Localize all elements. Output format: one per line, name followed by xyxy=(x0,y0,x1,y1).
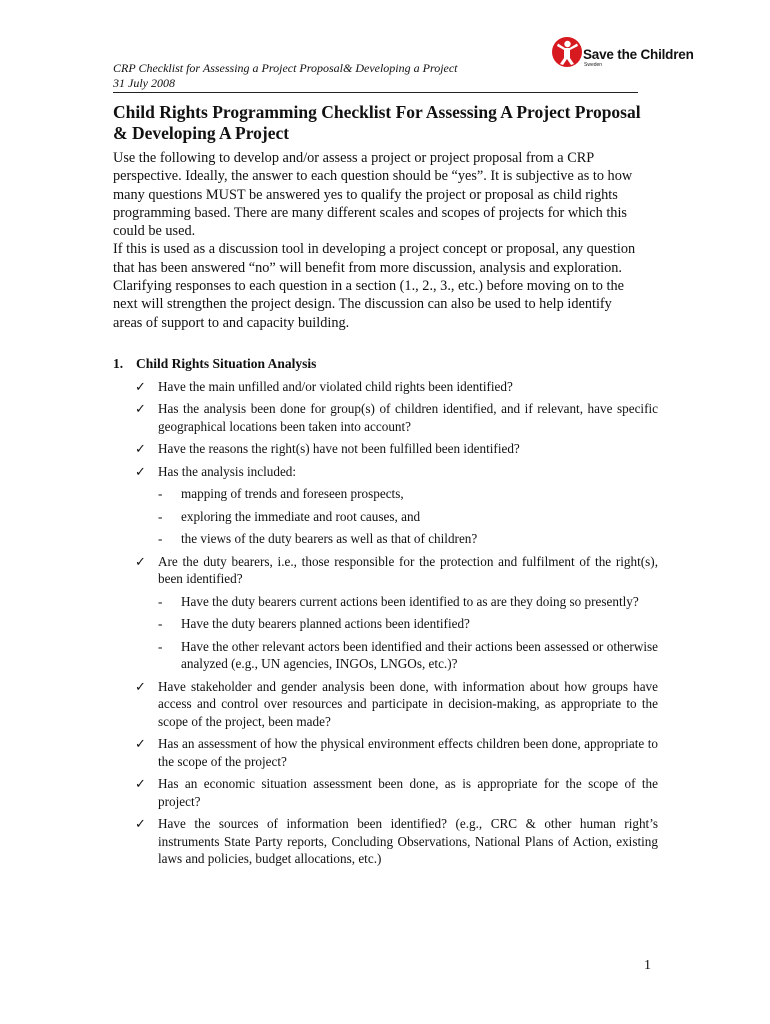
checklist-item xyxy=(113,735,658,770)
checklist-sub-item xyxy=(113,638,658,673)
intro-text xyxy=(113,149,643,332)
sub-item-list xyxy=(158,593,658,673)
checklist xyxy=(113,378,658,868)
checkmark-icon: ✓ xyxy=(135,401,147,416)
sub-item-list xyxy=(158,485,658,548)
checklist-item-text: Has an assessment of how the physical environment effects children been done, appropriate to the scope of the project? xyxy=(158,736,658,769)
checklist-sub-item xyxy=(113,530,658,548)
sub-item-text: the views of the duty bearers as well as that of children? xyxy=(181,531,478,546)
document-title: Child Rights Programming Checklist For Assessing A Project Proposal & Developing A Project xyxy=(113,102,641,143)
checklist-item-text: Have the main unfilled and/or violated child rights been identified? xyxy=(158,378,513,394)
section-child-rights-situation-analysis xyxy=(113,355,658,873)
checklist-item-text: Have stakeholder and gender analysis been done, with information about how groups have access and control over resources and participate in decision-making, as appropriate to the scope of the project, been made? xyxy=(158,678,658,729)
dash-bullet: - xyxy=(158,638,163,654)
checklist-item xyxy=(113,775,658,810)
checkmark-icon: ✓ xyxy=(135,776,147,791)
intro-paragraph-1: Use the following to develop and/or assess a project or project proposal from a CRP perspective. Ideally, the answer to each question should be “yes”. It is subjective as to how many questions MUST be answered yes to qualify the project or proposal as child rights programming based. There are many different scales and scopes of projects for which this could be used. xyxy=(113,150,633,240)
checklist-sub-item xyxy=(113,508,658,526)
checklist-item-text: Have the reasons the right(s) have not been fulfilled been identified? xyxy=(158,441,520,456)
checklist-item xyxy=(113,463,658,548)
checklist-item xyxy=(113,378,658,396)
checklist-item xyxy=(113,678,658,731)
checkmark-icon: ✓ xyxy=(135,736,147,751)
sub-item-text: Have the duty bearers current actions been identified to as are they doing so presently? xyxy=(181,593,639,609)
page-number: 1 xyxy=(644,958,651,973)
section-title: Child Rights Situation Analysis xyxy=(136,356,317,371)
sub-item-text: Have the duty bearers planned actions been identified? xyxy=(181,616,470,631)
checkmark-icon: ✓ xyxy=(135,441,147,456)
checklist-sub-item xyxy=(113,485,658,503)
sub-item-text: exploring the immediate and root causes, and xyxy=(181,508,421,524)
dash-bullet: - xyxy=(158,593,163,609)
dash-bullet: - xyxy=(158,486,163,501)
checklist-item xyxy=(113,815,658,868)
save-the-children-logo-icon xyxy=(551,36,583,68)
checklist-item xyxy=(113,553,658,673)
checklist-item-text: Are the duty bearers, i.e., those responsible for the protection and fulfilment of the right(s), been identified? xyxy=(158,553,658,586)
dash-bullet: - xyxy=(158,531,163,546)
checklist-item-text: Has an economic situation assessment been done, as is appropriate for the scope of the project? xyxy=(158,776,658,809)
checklist-sub-item xyxy=(113,615,658,633)
checkmark-icon: ✓ xyxy=(135,463,147,479)
save-the-children-logo xyxy=(551,36,694,70)
checklist-item-text: Has the analysis included: xyxy=(158,463,297,479)
checklist-item xyxy=(113,400,658,435)
checklist-sub-item xyxy=(113,593,658,611)
sub-item-text: mapping of trends and foreseen prospects, xyxy=(181,486,404,501)
logo-name: Save the Children xyxy=(583,47,694,62)
section-number: 1. xyxy=(113,356,124,371)
section-heading xyxy=(113,355,658,373)
checkmark-icon: ✓ xyxy=(135,678,147,694)
dash-bullet: - xyxy=(158,508,163,524)
sub-item-text: Have the other relevant actors been identified and their actions been assessed or otherwise analyzed (e.g., UN agencies, INGOs, LNGOs, etc.)? xyxy=(181,638,658,671)
checklist-item xyxy=(113,440,658,458)
logo-country: Sweden xyxy=(584,62,603,68)
checkmark-icon: ✓ xyxy=(135,553,147,569)
header-date: 31 July 2008 xyxy=(113,76,175,90)
intro-paragraph-2: If this is used as a discussion tool in developing a project concept or proposal, any question that has been answered “no” will benefit from more discussion, analysis and exploration. Clarifying responses to each question in a section (1., 2., 3., etc.) before moving on to the next will strengthen the project design. The discussion can also be used to help identify areas of support to and capacity building. xyxy=(113,241,636,331)
checkmark-icon: ✓ xyxy=(135,378,147,394)
header-title: CRP Checklist for Assessing a Project Proposal& Developing a Project xyxy=(113,61,458,75)
checkmark-icon: ✓ xyxy=(135,816,147,831)
dash-bullet: - xyxy=(158,616,163,631)
checklist-item-text: Have the sources of information been identified? (e.g., CRC & other human right’s instruments State Party reports, Concluding Observations, National Plans of Action, existing laws and policies, budget allocations, etc.) xyxy=(158,816,658,866)
header-rule xyxy=(113,92,638,93)
checklist-item-text: Has the analysis been done for group(s) of children identified, and if relevant, have specific geographical locations been taken into account? xyxy=(158,401,658,434)
